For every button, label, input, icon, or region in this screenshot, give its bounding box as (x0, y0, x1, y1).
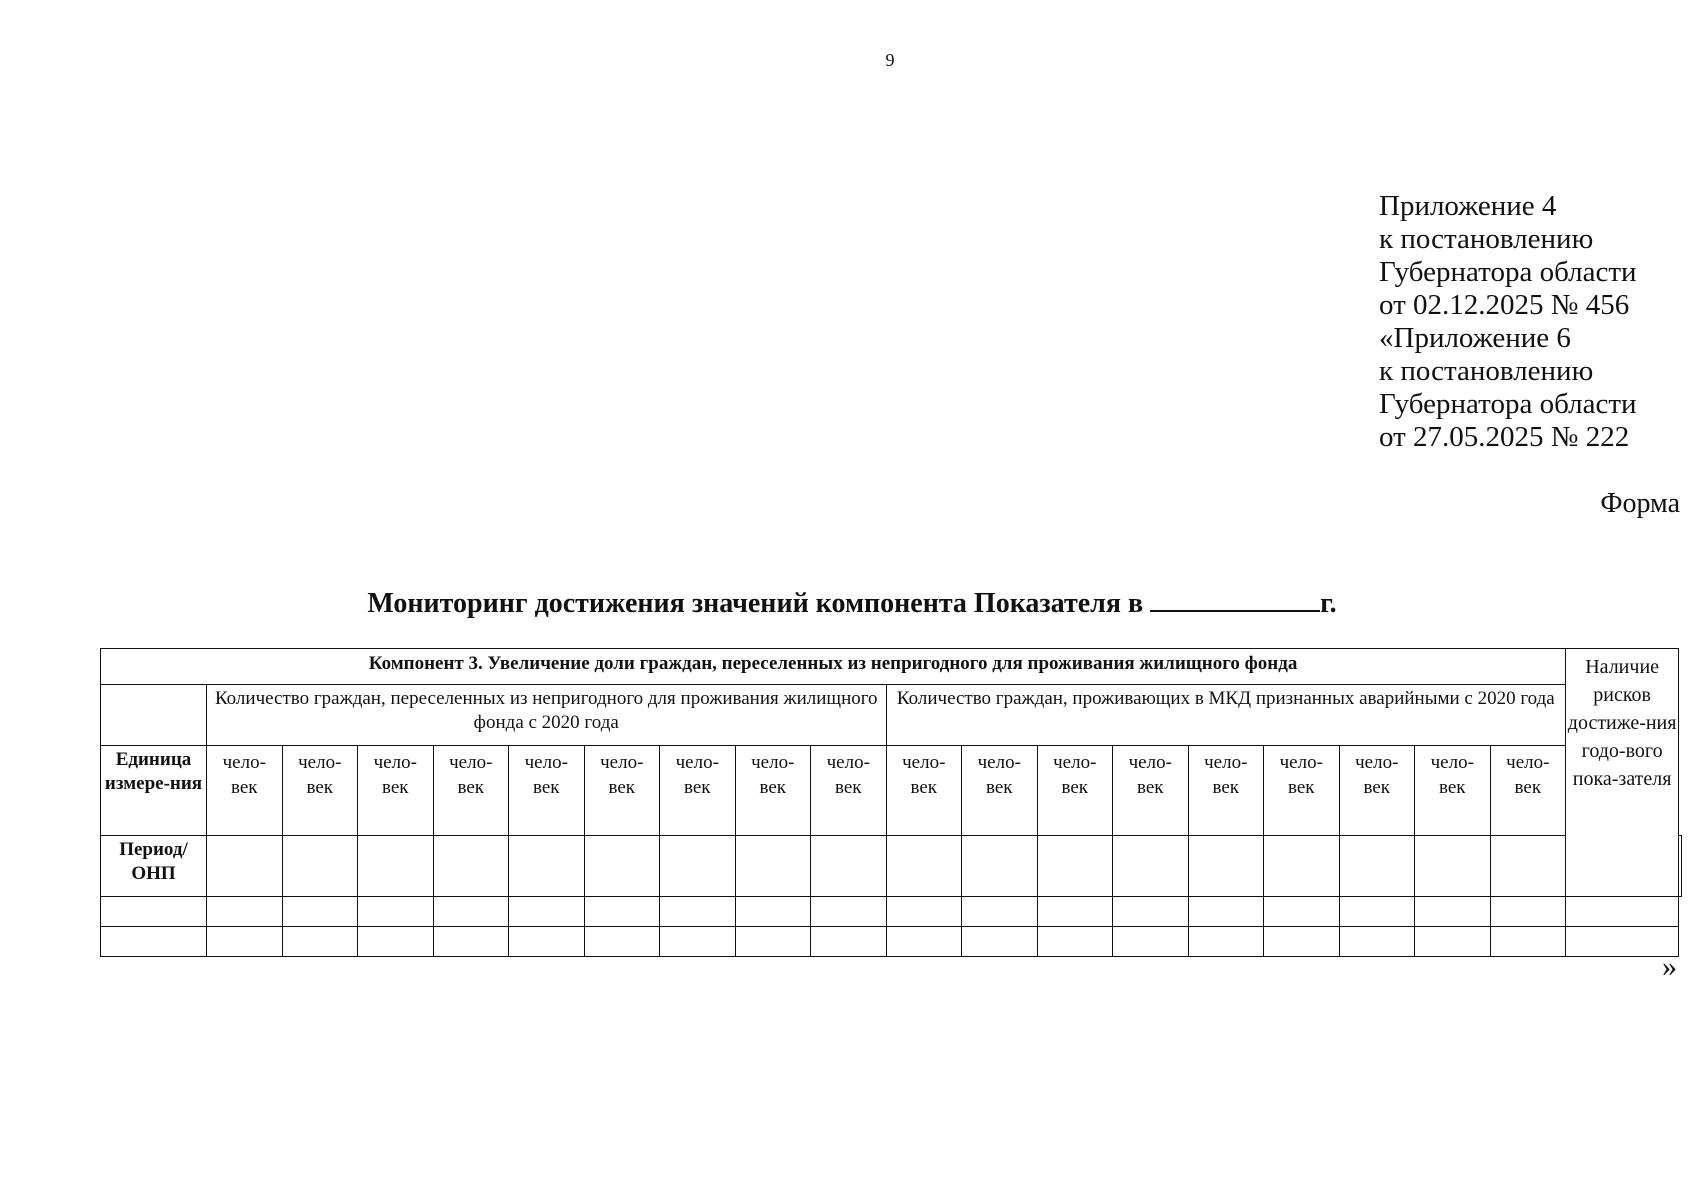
unit-text-line: век (381, 777, 409, 798)
unit-cell (282, 746, 358, 836)
unit-text-line: чело- (524, 752, 568, 773)
value-cell (282, 897, 358, 927)
annex-line: к постановлению (1379, 223, 1594, 255)
unit-text-line: век (1061, 777, 1089, 798)
value-cell (811, 836, 887, 897)
value-cell (1037, 897, 1113, 927)
annex-line: «Приложение 6 (1379, 322, 1571, 354)
table-row (101, 897, 1682, 927)
group-header-resettled: Количество граждан, переселенных из непригодного для проживания жилищного фонда с 2020 года (207, 685, 887, 746)
value-cell (1113, 897, 1189, 927)
value-cell (1264, 836, 1340, 897)
annex-block (1379, 190, 1637, 454)
unit-cell (584, 746, 660, 836)
value-cell (1037, 927, 1113, 957)
unit-cell (509, 746, 585, 836)
unit-text-line: чело- (751, 752, 795, 773)
unit-text-line: век (532, 777, 560, 798)
risk-value-cell (1679, 836, 1682, 897)
value-cell (1566, 897, 1679, 927)
empty-cell (101, 685, 207, 746)
unit-text-line: чело- (1204, 752, 1248, 773)
unit-text-line: чело- (600, 752, 644, 773)
value-cell (1264, 897, 1340, 927)
unit-text-line: век (306, 777, 334, 798)
value-cell (811, 927, 887, 957)
unit-text-line: век (834, 777, 862, 798)
annex-line: к постановлению (1379, 355, 1594, 387)
unit-text-line: век (230, 777, 258, 798)
value-cell (433, 927, 509, 957)
unit-text-line: век (910, 777, 938, 798)
value-cell (735, 897, 811, 927)
unit-text-line: век (1212, 777, 1240, 798)
annex-line: Губернатора области (1379, 388, 1637, 420)
annex-line: Приложение 4 (1379, 190, 1557, 222)
value-cell (811, 897, 887, 927)
value-cell (207, 897, 283, 927)
value-cell (433, 836, 509, 897)
value-cell (207, 836, 283, 897)
group-header-emergency: Количество граждан, проживающих в МКД признанных аварийными с 2020 года (886, 685, 1566, 746)
value-cell (584, 836, 660, 897)
unit-cell (207, 746, 283, 836)
group-row (101, 685, 1682, 746)
monitoring-table (100, 648, 1682, 957)
value-cell (101, 897, 207, 927)
value-cell (1188, 927, 1264, 957)
annex-line: от 02.12.2025 № 456 (1379, 289, 1630, 321)
unit-text-line: чело- (1128, 752, 1172, 773)
unit-cell (358, 746, 434, 836)
unit-text-line: чело- (1430, 752, 1474, 773)
value-cell (886, 836, 962, 897)
unit-cell (962, 746, 1038, 836)
value-cell (1188, 836, 1264, 897)
value-cell (584, 927, 660, 957)
unit-cell (1415, 746, 1491, 836)
value-cell (433, 897, 509, 927)
annex-line: Губернатора области (1379, 256, 1637, 288)
unit-cell (660, 746, 736, 836)
unit-text-line: век (1287, 777, 1315, 798)
unit-cell (1490, 746, 1566, 836)
unit-text-line: чело- (222, 752, 266, 773)
value-cell (962, 897, 1038, 927)
value-cell (509, 897, 585, 927)
unit-text-line: век (457, 777, 485, 798)
unit-cell (811, 746, 887, 836)
value-cell (1415, 897, 1491, 927)
value-cell (282, 836, 358, 897)
unit-text-line: чело- (1053, 752, 1097, 773)
unit-cell (1113, 746, 1189, 836)
value-cell (660, 927, 736, 957)
component-row (101, 649, 1682, 685)
unit-cell (886, 746, 962, 836)
title-prefix: Мониторинг достижения значений компонента Показателя в (367, 588, 1151, 619)
value-cell (358, 836, 434, 897)
value-cell (1490, 836, 1566, 897)
form-label: Форма (1600, 488, 1680, 519)
unit-text-line: век (985, 777, 1013, 798)
unit-cell (1264, 746, 1340, 836)
value-cell (1490, 897, 1566, 927)
value-cell (886, 897, 962, 927)
unit-cell (433, 746, 509, 836)
unit-text-line: чело- (1506, 752, 1550, 773)
unit-text-line: век (608, 777, 636, 798)
period-row-label: Период/ ОНП (101, 836, 207, 897)
value-cell (962, 836, 1038, 897)
value-cell (735, 927, 811, 957)
unit-text-line: век (1363, 777, 1391, 798)
value-cell (358, 897, 434, 927)
unit-text-line: чело- (1355, 752, 1399, 773)
value-cell (1037, 836, 1113, 897)
value-cell (282, 927, 358, 957)
units-row (101, 746, 1682, 836)
value-cell (886, 927, 962, 957)
value-cell (1339, 897, 1415, 927)
value-cell (358, 927, 434, 957)
value-cell (1339, 836, 1415, 897)
value-cell (509, 927, 585, 957)
unit-text-line: век (1136, 777, 1164, 798)
unit-text-line: век (759, 777, 787, 798)
value-cell (1113, 927, 1189, 957)
table-row (101, 927, 1682, 957)
value-cell (660, 836, 736, 897)
unit-text-line: чело- (977, 752, 1021, 773)
unit-text-line: век (1438, 777, 1466, 798)
component-title: Компонент 3. Увеличение доли граждан, переселенных из непригодного для проживания жилищного фонда (101, 649, 1566, 685)
value-cell (1264, 927, 1340, 957)
unit-text-line: чело- (449, 752, 493, 773)
value-cell (584, 897, 660, 927)
risk-header: Наличие рисков достиже-ния годо-вого пока-зателя (1566, 649, 1679, 897)
unit-text-line: век (683, 777, 711, 798)
annex-line: от 27.05.2025 № 222 (1379, 421, 1630, 453)
closing-quote: » (1662, 950, 1677, 983)
value-cell (509, 836, 585, 897)
value-cell (962, 927, 1038, 957)
value-cell (1415, 836, 1491, 897)
value-cell (1113, 836, 1189, 897)
unit-text-line: чело- (902, 752, 946, 773)
value-cell (660, 897, 736, 927)
value-cell (1339, 927, 1415, 957)
unit-cell (1188, 746, 1264, 836)
unit-text-line: чело- (826, 752, 870, 773)
value-cell (1415, 927, 1491, 957)
unit-cell (1339, 746, 1415, 836)
unit-text-line: век (1514, 777, 1542, 798)
value-cell (1188, 897, 1264, 927)
document-title (0, 584, 1704, 620)
unit-cell (735, 746, 811, 836)
title-suffix: г. (1320, 588, 1337, 619)
value-cell (735, 836, 811, 897)
unit-row-label: Единица измере-ния (101, 746, 207, 836)
unit-cell (1037, 746, 1113, 836)
page-number: 9 (885, 50, 895, 70)
period-row (101, 836, 1682, 897)
unit-text-line: чело- (675, 752, 719, 773)
year-blank-line (1150, 584, 1320, 612)
unit-text-line: чело- (373, 752, 417, 773)
value-cell (101, 927, 207, 957)
unit-text-line: чело- (1279, 752, 1323, 773)
value-cell (207, 927, 283, 957)
value-cell (1490, 927, 1566, 957)
unit-text-line: чело- (298, 752, 342, 773)
